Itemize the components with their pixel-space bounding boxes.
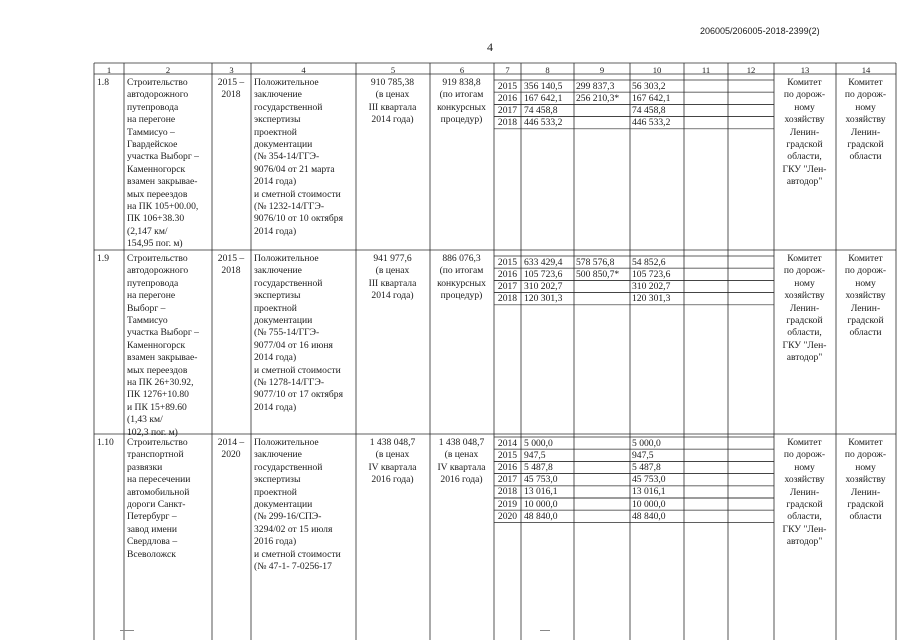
approval-document-line: и сметной стоимости [254,548,341,560]
estimated-cost [357,77,428,127]
approval-document-line: государственной [254,101,323,113]
total-amount-cell: 167 642,1 [524,92,563,104]
year-cell: 2018 [497,293,518,305]
row-number: 1.8 [97,77,109,88]
approval-document-line: 9077/10 от 17 октября [254,389,343,401]
approval-document-line: 2016 года) [254,536,297,548]
project-name-line: автомобильной [127,486,190,498]
total-amount-cell: 633 429,4 [524,256,563,268]
approval-document-line: экспертизы [254,114,301,126]
implementation-period [213,253,249,278]
state-customer [837,437,894,524]
contract-cost-line: (в ценах [444,449,479,461]
estimated-cost-line: 2014 года) [371,290,414,302]
column-number-header: 10 [652,64,662,75]
state-customer-line: Комитет [848,77,883,88]
total-amount-cell: 5 000,0 [524,437,553,449]
approval-document-line: государственной [254,461,323,473]
year-cell: 2015 [497,80,518,92]
responsible-executor-line: Комитет [787,437,822,448]
regional-amount-cell: 74 458,8 [632,104,666,116]
project-name-line: путепровода [127,101,179,113]
implementation-period-line: 2014 – [217,437,245,448]
approval-document-line: заключение [254,89,302,101]
year-cell: 2016 [497,461,518,473]
approval-document [254,253,354,414]
responsible-executor [775,437,834,549]
project-name-line: 102,3 пог. м) [127,426,178,438]
estimated-cost-line: 2014 года) [371,114,414,126]
column-number-header: 6 [459,64,465,75]
total-amount-cell: 947,5 [524,449,546,461]
row-number: 1.10 [97,437,114,448]
responsible-executor-line: автодор" [786,536,823,548]
project-name-line: Выборг – [127,302,166,314]
project-name-line: транспортной [127,449,184,461]
regional-amount-cell: 56 303,2 [632,80,666,92]
state-customer-line: области [849,151,882,163]
row-number: 1.9 [97,253,109,264]
approval-document-line: государственной [254,277,323,289]
responsible-executor-line: хозяйству [784,474,825,486]
total-amount-cell: 13 016,1 [524,486,558,498]
approval-document-line: (№ 1232-14/ГГЭ- [254,201,325,213]
year-cell: 2014 [497,437,518,449]
project-name-line: автодорожного [127,89,189,101]
implementation-period [213,437,249,462]
approval-document-line: (№ 755-14/ГГЭ- [254,327,320,339]
responsible-executor-line: ному [794,101,815,113]
approval-document-line: и сметной стоимости [254,188,341,200]
responsible-executor-line: ному [794,277,815,289]
total-amount-cell: 48 840,0 [524,510,558,522]
responsible-executor-line: по дорож- [783,89,826,101]
year-cell: 2015 [497,256,518,268]
federal-amount-cell: 500 850,7* [576,268,620,280]
approval-document-line: 2014 года) [254,352,297,364]
responsible-executor-line: Комитет [787,253,822,264]
regional-amount-cell: 105 723,6 [632,268,671,280]
state-customer-line: ному [855,461,876,473]
total-amount-cell: 446 533,2 [524,117,563,129]
total-amount-cell: 105 723,6 [524,268,563,280]
state-customer-line: по дорож- [844,265,887,277]
contract-cost [431,77,492,127]
project-name-line: взамен закрывае- [127,352,198,364]
estimated-cost [357,437,428,487]
column-number-header: 9 [599,64,605,75]
approval-document-line: Положительное [254,253,319,264]
scan-edge-mark [540,630,550,631]
state-customer-line: Комитет [848,437,883,448]
project-name-line: 154,95 пог. м) [127,238,183,250]
project-name [127,77,210,251]
state-customer-line: хозяйству [845,114,886,126]
regional-amount-cell: 54 852,6 [632,256,666,268]
approval-document [254,77,354,238]
column-number-header: 4 [301,64,306,75]
approval-document-line: заключение [254,449,302,461]
estimated-cost-line: 2016 года) [371,474,414,486]
approval-document-line: 2014 года) [254,176,297,188]
project-name-line: ПК 1276+10.80 [127,389,189,401]
total-amount-cell: 10 000,0 [524,498,558,510]
responsible-executor-line: ГКУ "Лен- [782,523,827,535]
project-name-line: на ПК 105+00.00, [127,201,199,213]
project-name-line: Таммисуо [127,315,168,327]
year-cell: 2017 [497,474,518,486]
approval-document-line: (№ 354-14/ГГЭ- [254,151,320,163]
regional-amount-cell: 48 840,0 [632,510,666,522]
contract-cost-line: конкурсных [437,101,486,113]
implementation-period [213,77,249,102]
project-name-line: Каменногорск [127,339,186,351]
total-amount-cell: 5 487,8 [524,461,553,473]
column-number-header: 3 [229,64,234,75]
project-name-line: Гвардейское [127,139,178,151]
responsible-executor-line: области, [787,327,822,339]
column-number-header: 7 [505,64,510,75]
project-name-line: завод имени [127,523,178,535]
estimated-cost-line: (в ценах [375,449,410,461]
estimated-cost-line: 1 438 048,7 [369,437,416,448]
column-number-header: 12 [746,64,756,75]
regional-amount-cell: 947,5 [632,449,654,461]
contract-cost-line: конкурсных [437,277,486,289]
approval-document-line: (№ 47-1- 7-0256-17 [254,561,332,573]
year-cell: 2017 [497,104,518,116]
total-amount-cell: 356 140,5 [524,80,563,92]
column-number-header: 11 [701,64,711,75]
responsible-executor-line: Ленин- [789,302,820,314]
column-number-header: 2 [165,64,171,75]
contract-cost-line: IV квартала [437,461,486,473]
responsible-executor-line: Ленин- [789,126,820,138]
estimated-cost-line: (в ценах [375,265,410,277]
state-customer-line: Ленин- [850,126,881,138]
state-customer-line: ному [855,277,876,289]
responsible-executor-line: Ленин- [789,486,820,498]
approval-document-line: 9077/04 от 16 июня [254,339,333,351]
project-name-line: участка Выборг – [127,151,199,163]
total-amount-cell: 45 753,0 [524,474,558,486]
project-name-line: и ПК 15+89.60 [127,401,187,413]
regional-amount-cell: 310 202,7 [632,280,671,292]
responsible-executor-line: ному [794,461,815,473]
state-customer-line: градской [847,139,884,151]
project-name-line: Строительство [127,437,188,448]
estimated-cost-line: III квартала [368,277,417,289]
project-name-line: Строительство [127,77,188,88]
year-cell: 2017 [497,280,518,292]
project-name-line: Всеволожск [127,548,176,560]
contract-cost-line: процедур) [440,290,483,302]
estimated-cost-line: IV квартала [368,461,417,473]
project-name-line: путепровода [127,277,179,289]
approval-document-line: 2014 года) [254,401,297,413]
project-name-line: Свердлова – [127,536,178,548]
contract-cost-line: (по итогам [439,265,484,277]
regional-amount-cell: 13 016,1 [632,486,666,498]
state-customer-line: по дорож- [844,449,887,461]
regional-amount-cell: 446 533,2 [632,117,671,129]
project-name-line: на пересечении [127,474,191,486]
federal-amount-cell: 299 837,3 [576,80,615,92]
approval-document-line: 9076/10 от 10 октября [254,213,343,225]
estimated-cost-line: III квартала [368,101,417,113]
contract-cost-line: 919 838,8 [442,77,481,88]
estimated-cost-line: (в ценах [375,89,410,101]
regional-amount-cell: 167 642,1 [632,92,671,104]
year-cell: 2016 [497,92,518,104]
contract-cost-line: 886 076,3 [442,253,481,264]
approval-document-line: документации [254,499,313,511]
implementation-period-line: 2018 [221,89,241,101]
approval-document [254,437,354,573]
project-name-line: Каменногорск [127,163,186,175]
implementation-period-line: 2020 [221,449,241,461]
estimated-cost-line: 910 785,38 [370,77,415,88]
estimated-cost [357,253,428,303]
project-name-line: на перегоне [127,290,176,302]
federal-amount-cell: 578 576,8 [576,256,615,268]
responsible-executor-line: автодор" [786,352,823,364]
estimated-cost-line: 941 977,6 [373,253,412,264]
column-number-header: 13 [800,64,810,75]
year-cell: 2018 [497,486,518,498]
project-name-line: взамен закрывае- [127,176,198,188]
regional-amount-cell: 120 301,3 [632,293,671,305]
responsible-executor-line: хозяйству [784,114,825,126]
project-name-line: ПК 106+38.30 [127,213,185,225]
page-number: 4 [487,40,493,54]
approval-document-line: 9076/04 от 21 марта [254,163,335,175]
responsible-executor-line: градской [786,315,823,327]
regional-amount-cell: 5 000,0 [632,437,661,449]
approval-document-line: (№ 299-16/СПЭ- [254,511,322,523]
responsible-executor-line: ГКУ "Лен- [782,163,827,175]
approval-document-line: экспертизы [254,474,301,486]
project-name-line: Петербург – [127,511,177,523]
responsible-executor-line: области, [787,511,822,523]
state-customer [837,253,894,340]
total-amount-cell: 120 301,3 [524,293,563,305]
project-name-line: развязки [127,461,163,473]
regional-amount-cell: 10 000,0 [632,498,666,510]
scan-edge-mark [120,630,134,631]
approval-document-line: экспертизы [254,290,301,302]
approval-document-line: проектной [254,126,297,138]
project-name [127,437,210,561]
responsible-executor-line: по дорож- [783,449,826,461]
state-customer-line: градской [847,315,884,327]
contract-cost [431,253,492,303]
state-customer-line: градской [847,499,884,511]
responsible-executor-line: ГКУ "Лен- [782,339,827,351]
contract-cost-line: 2016 года) [440,474,483,486]
state-customer-line: Ленин- [850,486,881,498]
state-customer-line: Ленин- [850,302,881,314]
responsible-executor-line: градской [786,499,823,511]
total-amount-cell: 74 458,8 [524,104,558,116]
project-name-line: Строительство [127,253,188,264]
project-name-line: мых переездов [127,364,188,376]
approval-document-line: и сметной стоимости [254,364,341,376]
approval-document-line: документации [254,139,313,151]
state-customer-line: ному [855,101,876,113]
implementation-period-line: 2015 – [217,253,245,264]
contract-cost [431,437,492,487]
year-cell: 2020 [497,510,518,522]
document-id: 206005/206005-2018-2399(2) [700,26,820,36]
approval-document-line: проектной [254,486,297,498]
state-customer-line: области [849,327,882,339]
year-cell: 2015 [497,449,518,461]
approval-document-line: проектной [254,302,297,314]
regional-amount-cell: 45 753,0 [632,474,666,486]
column-number-header: 8 [545,64,550,75]
responsible-executor-line: Комитет [787,77,822,88]
project-name-line: Таммисуо – [127,126,175,138]
project-name-line: автодорожного [127,265,189,277]
approval-document-line: заключение [254,265,302,277]
state-customer-line: хозяйству [845,290,886,302]
responsible-executor-line: области, [787,151,822,163]
project-name-line: (1,43 км/ [127,414,163,426]
implementation-period-line: 2018 [221,265,241,277]
responsible-executor [775,253,834,365]
implementation-period-line: 2015 – [217,77,245,88]
project-name-line: на перегоне [127,114,176,126]
responsible-executor [775,77,834,189]
total-amount-cell: 310 202,7 [524,280,563,292]
project-name-line: на ПК 26+30.92, [127,377,194,389]
responsible-executor-line: градской [786,139,823,151]
column-number-header: 14 [861,64,871,75]
year-cell: 2019 [497,498,518,510]
contract-cost-line: процедур) [440,114,483,126]
responsible-executor-line: хозяйству [784,290,825,302]
approval-document-line: 3294/02 от 15 июля [254,523,333,535]
approval-document-line: документации [254,315,313,327]
project-name [127,253,210,439]
state-customer-line: по дорож- [844,89,887,101]
state-customer-line: Комитет [848,253,883,264]
state-customer [837,77,894,164]
year-cell: 2018 [497,117,518,129]
project-name-line: дороги Санкт- [127,499,186,511]
approval-document-line: (№ 1278-14/ГГЭ- [254,377,325,389]
approval-document-line: 2014 года) [254,225,297,237]
approval-document-line: Положительное [254,437,319,448]
responsible-executor-line: автодор" [786,176,823,188]
project-name-line: участка Выборг – [127,327,199,339]
column-number-header: 1 [106,64,112,75]
contract-cost-line: (по итогам [439,89,484,101]
contract-cost-line: 1 438 048,7 [438,437,485,448]
regional-amount-cell: 5 487,8 [632,461,661,473]
project-name-line: (2,147 км/ [127,225,168,237]
state-customer-line: хозяйству [845,474,886,486]
federal-amount-cell: 256 210,3* [576,92,620,104]
approval-document-line: Положительное [254,77,319,88]
project-name-line: мых переездов [127,188,188,200]
responsible-executor-line: по дорож- [783,265,826,277]
column-number-header: 5 [390,64,396,75]
year-cell: 2016 [497,268,518,280]
state-customer-line: области [849,511,882,523]
